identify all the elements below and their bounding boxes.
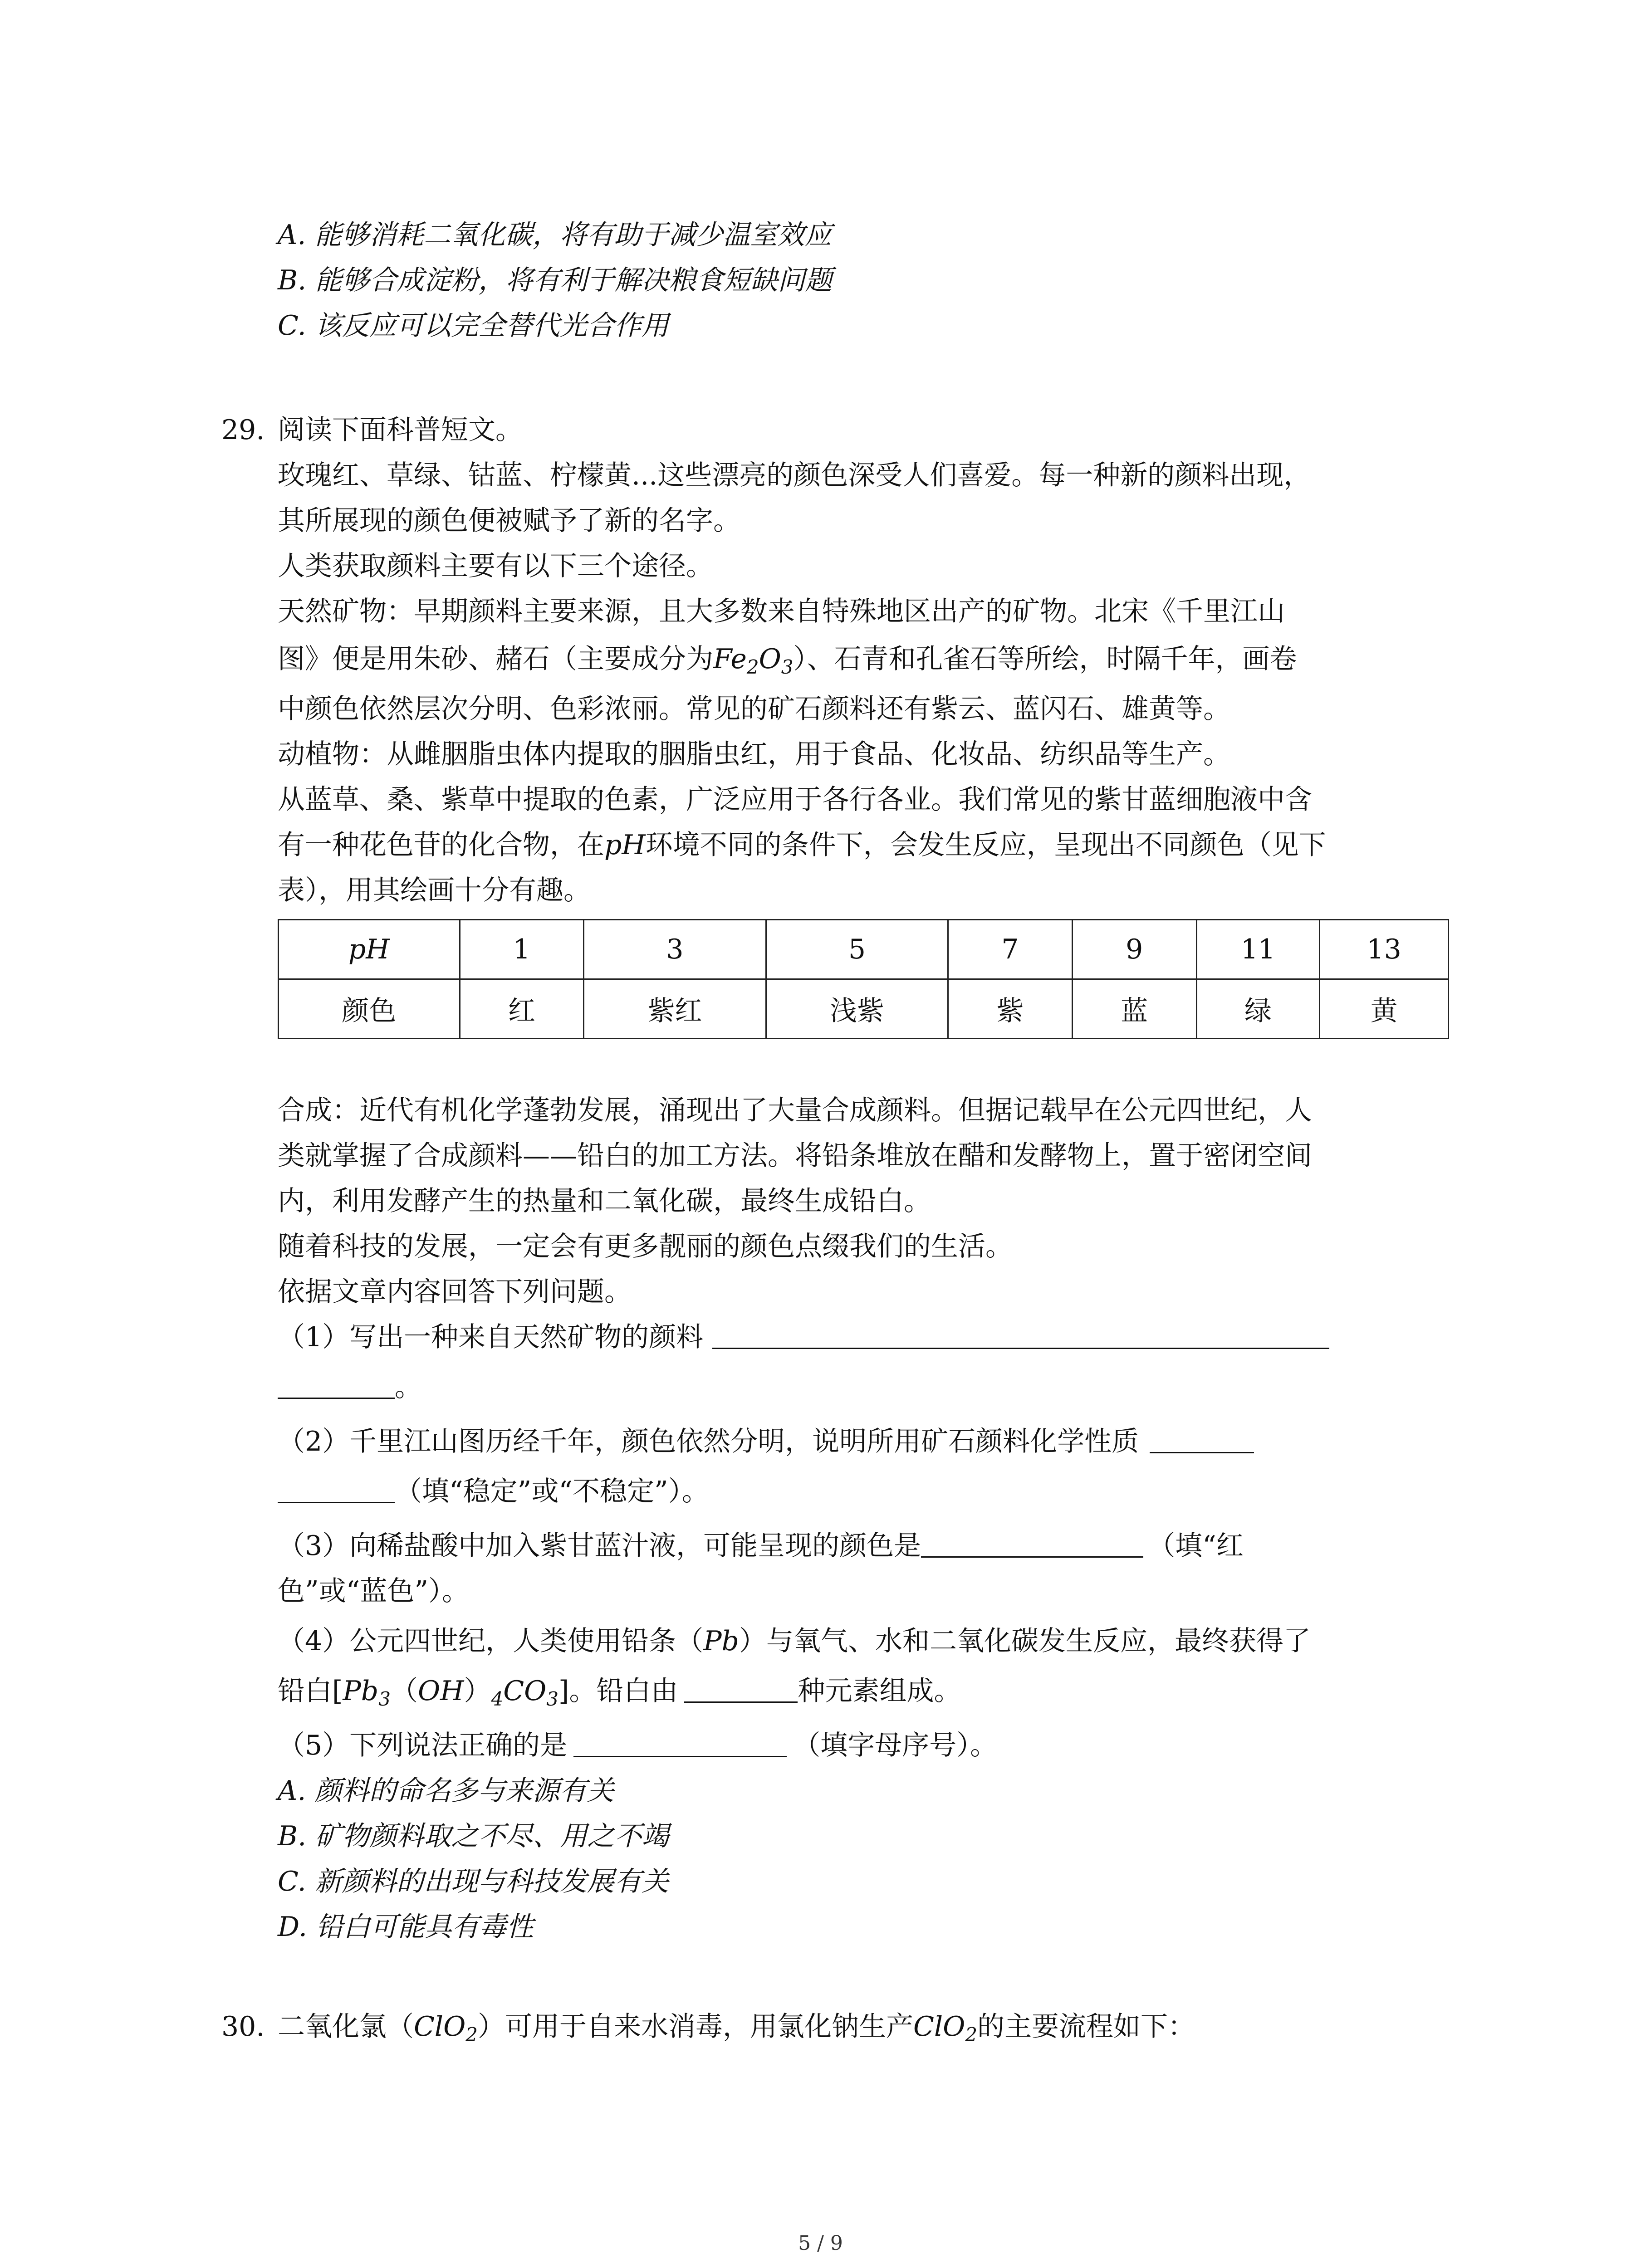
q29-paragraph-6-line-1: 合成：近代有机化学蓬勃发展，涌现出了大量合成颜料。但据记载早在公元四世纪，人 [278, 1095, 1312, 1126]
q29-number: 29. [221, 414, 265, 446]
answer-blank-2[interactable] [1150, 1425, 1254, 1453]
formula-clo2: ClO$_2$ [414, 2011, 478, 2046]
table-cell-color: 浅紫 [766, 979, 948, 1039]
q28-option-a: A. 能够消耗二氧化碳，将有助于减少温室效应 [278, 219, 832, 251]
table-cell-color: 紫 [948, 979, 1073, 1039]
q30-number: 30. [221, 2011, 265, 2043]
answer-blank-2-cont[interactable] [278, 1475, 395, 1503]
sub-question-5: （5）下列说法正确的是 （填字母序号）。 [278, 1730, 998, 1761]
formula-fe2o3: $Fe_2O_3$ [713, 643, 794, 678]
table-cell-color: 紫红 [584, 979, 766, 1039]
table-cell-color: 绿 [1196, 979, 1320, 1039]
q29-paragraph-8: 依据文章内容回答下列问题。 [278, 1276, 632, 1308]
table-cell-ph: 11 [1196, 920, 1320, 979]
table-cell-ph: 13 [1320, 920, 1449, 979]
formula-pb: Pb [703, 1625, 739, 1657]
answer-blank-4[interactable] [684, 1674, 798, 1703]
sub-question-3-continued: 色”或“蓝色”）。 [278, 1575, 470, 1607]
table-cell-ph: 9 [1072, 920, 1196, 979]
q29-paragraph-3-line-3: 中颜色依然层次分明、色彩浓丽。常见的矿石颜料还有紫云、蓝闪石、雄黄等。 [278, 693, 1230, 725]
table-cell-color: 红 [460, 979, 584, 1039]
q28-option-c: C. 该反应可以完全替代光合作用 [278, 310, 669, 342]
option-b: B. 矿物颜料取之不尽、用之不竭 [278, 1820, 669, 1852]
sub-question-2: （2）千里江山图历经千年，颜色依然分明，说明所用矿石颜料化学性质 [278, 1423, 1254, 1460]
table-row-color [279, 979, 1449, 1039]
sub-question-1: （1）写出一种来自天然矿物的颜料 [278, 1319, 1329, 1355]
q29-paragraph-1-line-1: 玫瑰红、草绿、钴蓝、柠檬黄...这些漂亮的颜色深受人们喜爱。每一种新的颜料出现， [278, 459, 1311, 491]
q29-paragraph-5-line-3: 表），用其绘画十分有趣。 [278, 875, 591, 906]
option-d: D. 铅白可能具有毒性 [278, 1911, 534, 1943]
ph-color-table [278, 919, 1449, 1039]
page-number: 5 / 9 [798, 2232, 843, 2255]
table-row-ph [279, 920, 1449, 979]
table-cell-ph: 1 [460, 920, 584, 979]
table-header-ph: pH [279, 920, 460, 979]
q29-paragraph-7: 随着科技的发展，一定会有更多靓丽的颜色点缀我们的生活。 [278, 1231, 1013, 1262]
table-cell-ph: 3 [584, 920, 766, 979]
answer-blank-1[interactable] [712, 1320, 1329, 1349]
answer-blank-3[interactable] [921, 1529, 1143, 1558]
q29-paragraph-2: 人类获取颜料主要有以下三个途径。 [278, 550, 713, 582]
table-header-color: 颜色 [279, 979, 460, 1039]
table-cell-color: 黄 [1320, 979, 1449, 1039]
option-c: C. 新颜料的出现与科技发展有关 [278, 1866, 669, 1897]
formula-ph: pH [604, 829, 646, 861]
answer-blank-5[interactable] [573, 1729, 787, 1757]
q29-paragraph-3-line-1: 天然矿物：早期颜料主要来源，且大多数来自特殊地区出产的矿物。北宋《千里江山 [278, 596, 1285, 627]
q29-paragraph-6-line-3: 内，利用发酵产生的热量和二氧化碳，最终生成铅白。 [278, 1185, 931, 1217]
q29-paragraph-5-line-2: 有一种花色苷的化合物，在pH环境不同的条件下，会发生反应，呈现出不同颜色（见下 [278, 829, 1326, 861]
table-cell-color: 蓝 [1072, 979, 1196, 1039]
sub-question-1-continued: 。 [278, 1369, 422, 1405]
q30-stem: 二氧化氯（ClO$_2$）可用于自来水消毒，用氯化钠生产ClO$_2$的主要流程如下： [278, 2011, 1195, 2046]
q29-paragraph-5-line-1: 从蓝草、桑、紫草中提取的色素，广泛应用于各行各业。我们常见的紫甘蓝细胞液中含 [278, 784, 1312, 816]
sub-question-4-line-1: （4）公元四世纪，人类使用铅条（Pb）与氧气、水和二氧化碳发生反应，最终获得了 [278, 1625, 1311, 1657]
sub-question-3: （3）向稀盐酸中加入紫甘蓝汁液，可能呈现的颜色是 （填“红 [278, 1530, 1244, 1562]
q29-paragraph-3-line-2: 图》便是用朱砂、赭石（主要成分为$Fe_2O_3$）、石青和孔雀石等所绘，时隔千年，画卷 [278, 643, 1297, 678]
sub-question-4-line-2: 铅白$[Pb_3(OH)_4CO_3]$。铅白由 种元素组成。 [278, 1675, 961, 1710]
answer-blank-1-cont[interactable] [278, 1370, 395, 1399]
q29-intro: 阅读下面科普短文。 [278, 414, 523, 446]
sub-question-2-continued: （填“稳定”或“不稳定”）。 [278, 1473, 709, 1510]
option-a: A. 颜料的命名多与来源有关 [278, 1775, 614, 1807]
table-cell-ph: 7 [948, 920, 1073, 979]
formula-lead-white: $Pb_3(OH)_4CO_3$ [343, 1675, 559, 1710]
formula-clo2-2: ClO$_2$ [913, 2011, 978, 2046]
q28-option-b: B. 能够合成淀粉，将有利于解决粮食短缺问题 [278, 264, 833, 296]
q29-paragraph-6-line-2: 类就掌握了合成颜料——铅白的加工方法。将铅条堆放在醋和发酵物上，置于密闭空间 [278, 1140, 1312, 1172]
q29-paragraph-4: 动植物：从雌胭脂虫体内提取的胭脂虫红，用于食品、化妆品、纺织品等生产。 [278, 738, 1230, 770]
q29-paragraph-1-line-2: 其所展现的颜色便被赋予了新的名字。 [278, 505, 740, 537]
table-cell-ph: 5 [766, 920, 948, 979]
